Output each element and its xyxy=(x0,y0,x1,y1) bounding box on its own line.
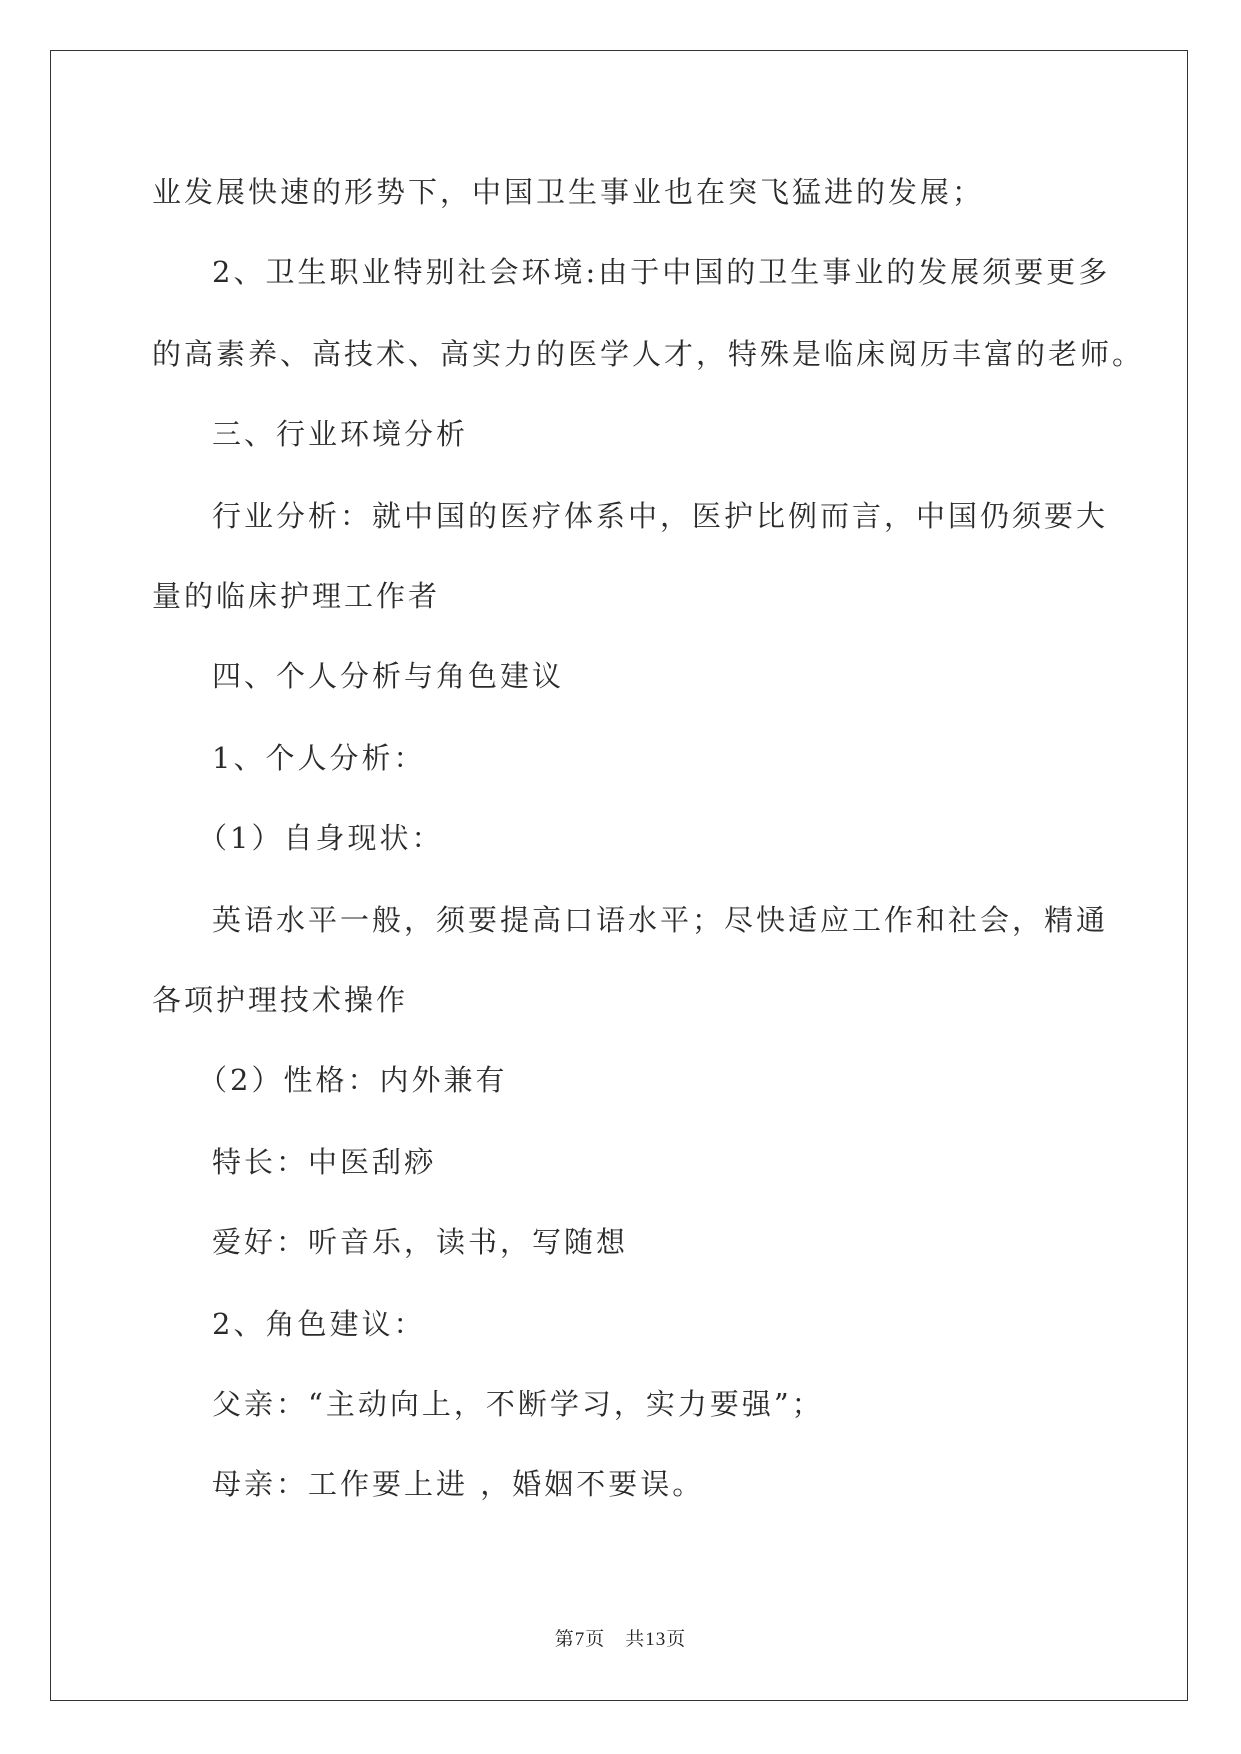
text-line-10: 英语水平一般，须要提高口语水平；尽快适应工作和社会，精通 xyxy=(212,903,1109,937)
subheading-role-advice: 2、角色建议： xyxy=(212,1307,426,1341)
page-border xyxy=(50,50,1188,1701)
text-line-2: 2、卫生职业特别社会环境:由于中国的卫生事业的发展须要更多 xyxy=(212,255,1111,289)
section-heading-4: 四、个人分析与角色建议 xyxy=(212,659,565,693)
text-personality: （2）性格：内外兼有 xyxy=(198,1063,508,1097)
text-line-6: 量的临床护理工作者 xyxy=(152,579,441,613)
page-number-footer: 第7页 共13页 xyxy=(554,1629,687,1650)
text-line-3: 的高素养、高技术、高实力的医学人才，特殊是临床阅历丰富的老师。 xyxy=(152,337,1145,371)
text-mother-advice: 母亲：工作要上进 ，婚姻不要误。 xyxy=(212,1467,705,1501)
subheading-current-status: （1）自身现状： xyxy=(198,821,444,855)
text-hobbies: 爱好：听音乐，读书，写随想 xyxy=(212,1225,629,1259)
section-heading-3: 三、行业环境分析 xyxy=(212,417,469,451)
text-line-11: 各项护理技术操作 xyxy=(152,983,409,1017)
text-line-5: 行业分析：就中国的医疗体系中，医护比例而言，中国仍须要大 xyxy=(212,499,1109,533)
text-specialty: 特长：中医刮痧 xyxy=(212,1145,437,1179)
text-line-1: 业发展快速的形势下，中国卫生事业也在突飞猛进的发展； xyxy=(152,175,985,209)
subheading-personal-analysis: 1、个人分析： xyxy=(212,741,426,775)
text-father-advice: 父亲：“主动向上，不断学习，实力要强”； xyxy=(212,1387,824,1421)
